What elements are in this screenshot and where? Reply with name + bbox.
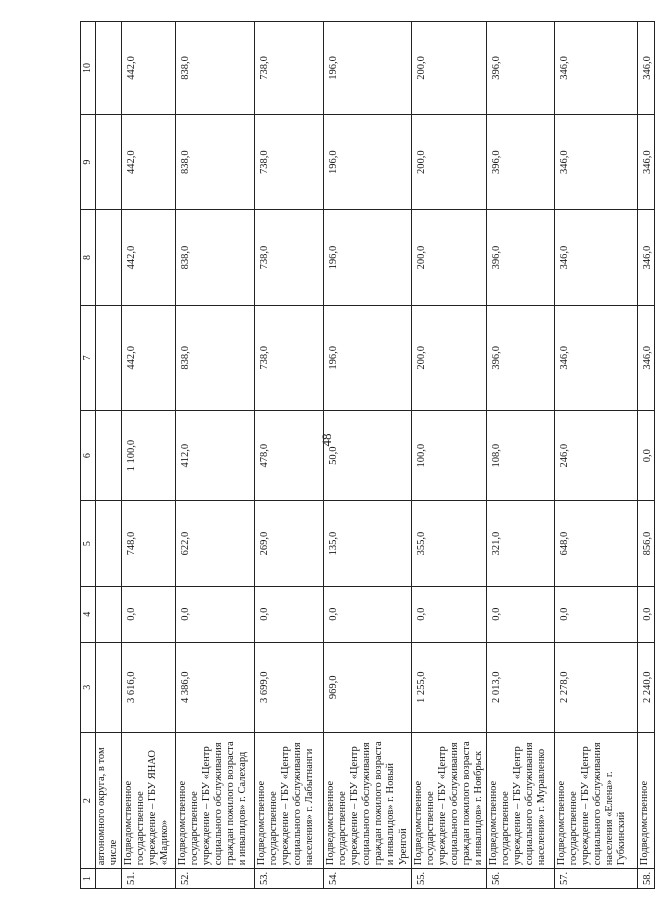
value-cell-col-5: 135,0 [324, 501, 411, 586]
row-number: 58. [637, 869, 654, 889]
value-cell-col-3: 2 013,0 [486, 642, 554, 732]
value-cell-col-10: 196,0 [324, 22, 411, 115]
value-cell-col-6: 0,0 [637, 410, 654, 500]
institution-name: Подведомственное [637, 732, 654, 868]
value-cell-col-6: 246,0 [554, 410, 637, 500]
value-cell-col-8: 442,0 [122, 210, 176, 305]
value-cell-col-9: 442,0 [122, 114, 176, 209]
institution-name: Подведомственное государственное учреждение – ГБУ «Центр социального обслуживания населения «Елена» г. Губкинский [554, 732, 637, 868]
value-cell-col-7: 200,0 [411, 305, 486, 410]
column-header-6: 6 [81, 410, 96, 500]
value-cell-col-6: 478,0 [255, 410, 324, 500]
row-number: 52. [176, 869, 255, 889]
value-cell-col-4: 0,0 [637, 586, 654, 642]
value-cell-col-8: 346,0 [554, 210, 637, 305]
table-row [176, 22, 255, 889]
column-header-5: 5 [81, 501, 96, 586]
value-cell-col-5: 355,0 [411, 501, 486, 586]
value-cell-col-9: 346,0 [554, 114, 637, 209]
table-row [554, 22, 637, 889]
value-cell-col-7: 196,0 [324, 305, 411, 410]
value-cell-col-3: 2 278,0 [554, 642, 637, 732]
value-cell-col-9: 396,0 [486, 114, 554, 209]
column-header-2: 2 [81, 732, 96, 868]
value-cell-col-6: 1 100,0 [122, 410, 176, 500]
institution-name: Подведомственное государственное учреждение – ГБУ ЯНАО «Мадико» [122, 732, 176, 868]
value-cell-col-3: 3 616,0 [122, 642, 176, 732]
value-cell-col-5: 321,0 [486, 501, 554, 586]
value-cell-col-6: 100,0 [411, 410, 486, 500]
row-number: 54. [324, 869, 411, 889]
column-header-3: 3 [81, 642, 96, 732]
continuation-text: автономного округа, в том числе [96, 732, 122, 868]
value-cell-col-3: 1 255,0 [411, 642, 486, 732]
value-cell-col-6: 412,0 [176, 410, 255, 500]
value-cell-col-10: 396,0 [486, 22, 554, 115]
institution-name: Подведомственное государственное учреждение – ГБУ «Центр социального обслуживания населения» г. Лабытнанги [255, 732, 324, 868]
column-header-10: 10 [81, 22, 96, 115]
institution-name: Подведомственное государственное учреждение – ГБУ «Центр социального обслуживания граждан пожилого возраста и инвалидов» г. Салехард [176, 732, 255, 868]
value-cell-col-6: 50,0 [324, 410, 411, 500]
value-cell-col-4: 0,0 [324, 586, 411, 642]
table-row [637, 22, 654, 889]
value-cell-col-3: 969,0 [324, 642, 411, 732]
value-cell-col-3: 3 699,0 [255, 642, 324, 732]
value-cell-col-9: 196,0 [324, 114, 411, 209]
value-cell-col-9: 200,0 [411, 114, 486, 209]
column-header-4: 4 [81, 586, 96, 642]
budget-table-rotated [80, 21, 653, 889]
value-cell-col-4: 0,0 [554, 586, 637, 642]
value-cell-col-7: 442,0 [122, 305, 176, 410]
value-cell-col-6: 108,0 [486, 410, 554, 500]
value-cell-col-9: 346,0 [637, 114, 654, 209]
value-cell-col-10: 200,0 [411, 22, 486, 115]
institution-name: Подведомственное государственное учреждение – ГБУ «Центр социального обслуживания граждан пожилого возраста и инвалидов» г. Новый Уренгой [324, 732, 411, 868]
value-cell-col-8: 346,0 [637, 210, 654, 305]
value-cell-col-9: 838,0 [176, 114, 255, 209]
value-cell-col-5: 648,0 [554, 501, 637, 586]
value-cell-col-3: 4 386,0 [176, 642, 255, 732]
value-cell-col-5: 856,0 [637, 501, 654, 586]
value-cell-col-10: 346,0 [637, 22, 654, 115]
value-cell-col-5: 622,0 [176, 501, 255, 586]
value-cell-col-3: 2 240,0 [637, 642, 654, 732]
page-number: 48 [319, 433, 334, 447]
value-cell-col-7: 396,0 [486, 305, 554, 410]
row-number: 56. [486, 869, 554, 889]
value-cell-col-5: 748,0 [122, 501, 176, 586]
institution-name: Подведомственное государственное учреждение – ГБУ «Центр социального обслуживания граждан пожилого возраста и инвалидов» г. Ноябрьск [411, 732, 486, 868]
row-number: 57. [554, 869, 637, 889]
column-header-8: 8 [81, 210, 96, 305]
value-cell-col-4: 0,0 [255, 586, 324, 642]
table-row [255, 22, 324, 889]
row-number: 55. [411, 869, 486, 889]
continuation-row [96, 22, 122, 889]
value-cell-col-7: 346,0 [554, 305, 637, 410]
column-number-header-row [81, 22, 96, 889]
value-cell-col-8: 838,0 [176, 210, 255, 305]
row-number: 51. [122, 869, 176, 889]
column-header-7: 7 [81, 305, 96, 410]
column-header-9: 9 [81, 114, 96, 209]
value-cell-col-5: 269,0 [255, 501, 324, 586]
value-cell-col-7: 838,0 [176, 305, 255, 410]
value-cell-col-4: 0,0 [122, 586, 176, 642]
table-row [324, 22, 411, 889]
column-header-1: 1 [81, 869, 96, 889]
value-cell-col-10: 738,0 [255, 22, 324, 115]
value-cell-col-7: 346,0 [637, 305, 654, 410]
institution-name: Подведомственное государственное учреждение – ГБУ «Центр социального обслуживания населения» г. Муравленко [486, 732, 554, 868]
row-number: 53. [255, 869, 324, 889]
value-cell-col-4: 0,0 [411, 586, 486, 642]
value-cell-col-10: 442,0 [122, 22, 176, 115]
table-row [486, 22, 554, 889]
value-cell-col-10: 838,0 [176, 22, 255, 115]
value-cell-col-10: 346,0 [554, 22, 637, 115]
value-cell-col-4: 0,0 [486, 586, 554, 642]
value-cell-col-4: 0,0 [176, 586, 255, 642]
table-row [411, 22, 486, 889]
value-cell-col-8: 200,0 [411, 210, 486, 305]
value-cell-col-7: 738,0 [255, 305, 324, 410]
table-row [122, 22, 176, 889]
value-cell-col-8: 738,0 [255, 210, 324, 305]
budget-table [80, 21, 655, 889]
value-cell-col-8: 196,0 [324, 210, 411, 305]
value-cell-col-8: 396,0 [486, 210, 554, 305]
value-cell-col-9: 738,0 [255, 114, 324, 209]
